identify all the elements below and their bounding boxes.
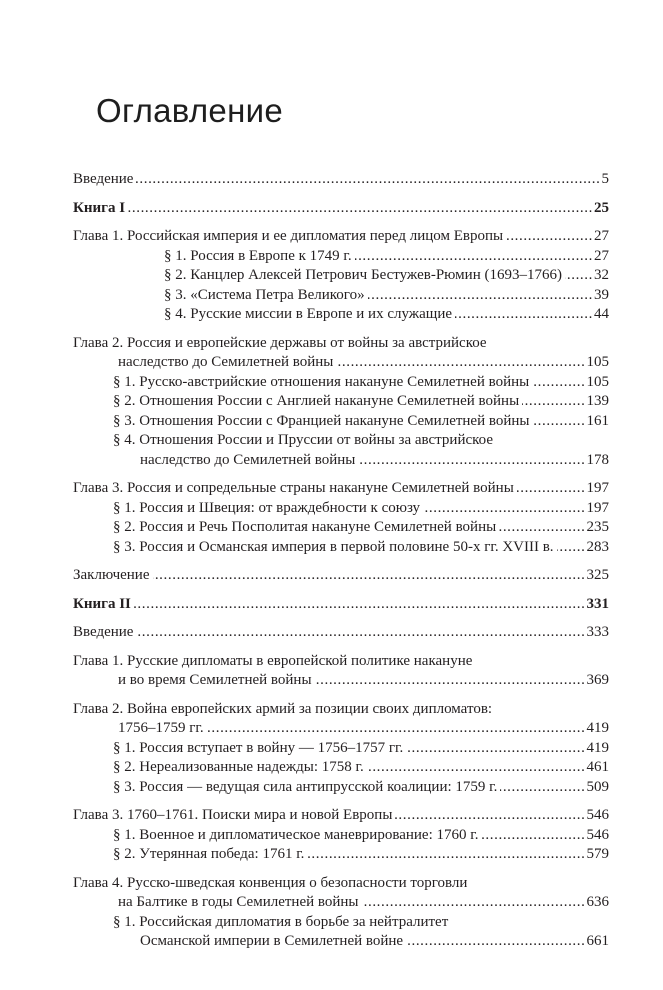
- dot-leader: [128, 199, 593, 219]
- dot-leader: [307, 845, 585, 865]
- entry-title: Глава 3. Россия и сопредельные страны накануне Семилетней войны: [73, 480, 514, 496]
- page-number: 546: [586, 826, 609, 843]
- page-number: 283: [586, 538, 609, 555]
- page-number: 178: [586, 451, 609, 468]
- toc-group: [73, 595, 609, 615]
- toc-entry-sec[interactable]: [73, 431, 609, 470]
- dot-leader: [362, 893, 586, 913]
- toc-group: [73, 334, 609, 471]
- entry-title: § 2. Отношения России с Англией накануне Семилетней войны: [113, 393, 520, 409]
- entry-title: и во время Семилетней войны: [118, 672, 312, 688]
- entry-title: Заключение: [73, 567, 150, 583]
- toc-entry-sec[interactable]: [73, 778, 609, 798]
- dot-leader: [207, 719, 586, 739]
- page-number: 161: [586, 412, 609, 429]
- toc-entry-sec[interactable]: [73, 758, 609, 778]
- dot-leader: [455, 305, 593, 325]
- toc-entry-sec[interactable]: [73, 845, 609, 865]
- toc-entry-chapter[interactable]: [73, 806, 609, 826]
- dot-leader: [336, 353, 585, 373]
- toc-entry-sec[interactable]: [73, 739, 609, 759]
- toc-group: [73, 806, 609, 865]
- page-number: 27: [594, 247, 609, 264]
- entry-title: 1756–1759 гг.: [118, 720, 204, 736]
- page-number: 139: [586, 393, 609, 409]
- dot-leader: [136, 170, 600, 190]
- dot-leader: [395, 806, 585, 826]
- toc-entry-sec1[interactable]: [73, 247, 609, 267]
- page-number: 661: [586, 933, 609, 949]
- toc-entry-sec[interactable]: [73, 538, 609, 558]
- toc-entry-chapter[interactable]: [73, 227, 609, 247]
- page-number: 27: [594, 228, 609, 244]
- dot-leader: [506, 227, 593, 247]
- entry-title: § 4. Русские миссии в Европе и их служащие: [164, 306, 453, 322]
- page-number: 39: [594, 286, 609, 303]
- dot-leader: [355, 247, 593, 267]
- page-number: 636: [586, 894, 609, 910]
- entry-title: Глава 2. Война европейских армий за позиции своих дипломатов:: [73, 700, 493, 717]
- toc-group: [73, 652, 609, 691]
- entry-title: § 2. Канцлер Алексей Петрович Бестужев-Рюмин (1693–1766): [164, 267, 562, 283]
- entry-title: § 1. Русско-австрийские отношения накануне Семилетней войны: [113, 373, 530, 390]
- entry-title: § 2. Россия и Речь Посполитая накануне Семилетней войны: [113, 519, 497, 535]
- page-number: 235: [586, 519, 609, 535]
- toc-entry-sec1[interactable]: [73, 286, 609, 306]
- page-number: 331: [586, 595, 609, 612]
- toc-entry-sec1[interactable]: [73, 266, 609, 286]
- page-number: 419: [586, 720, 609, 736]
- dot-leader: [557, 538, 586, 558]
- toc-entry-chapter[interactable]: [73, 652, 609, 691]
- entry-title: § 2. Утерянная победа: 1761 г.: [113, 846, 305, 862]
- dot-leader: [517, 479, 586, 499]
- page-number: 419: [586, 739, 609, 756]
- toc-entry-top[interactable]: [73, 170, 609, 190]
- entry-title: Глава 3. 1760–1761. Поиски мира и новой Европы: [73, 807, 393, 823]
- entry-title: Глава 2. Россия и европейские державы от войны за австрийское: [73, 334, 487, 351]
- dot-leader: [500, 778, 585, 798]
- dot-leader: [406, 739, 585, 759]
- entry-title: Книга I: [73, 199, 126, 216]
- entry-title: § 1. Россия в Европе к 1749 г.: [164, 247, 352, 264]
- page-number: 461: [586, 759, 609, 775]
- page-number: 105: [586, 373, 609, 390]
- page-number: 197: [586, 499, 609, 516]
- entry-title: наследство до Семилетней войны: [118, 354, 334, 370]
- entry-title: Глава 4. Русско-шведская конвенция о безопасности торговли: [73, 874, 468, 891]
- toc-entry-sec[interactable]: [73, 373, 609, 393]
- dot-leader: [406, 932, 585, 952]
- page-number: 44: [594, 306, 609, 322]
- dot-leader: [134, 595, 586, 615]
- entry-title: § 4. Отношения России и Пруссии от войны за австрийское: [113, 432, 494, 448]
- dot-leader: [565, 266, 593, 286]
- page-number: 105: [586, 354, 609, 370]
- toc-entry-book[interactable]: [73, 199, 609, 219]
- page-number: 325: [586, 567, 609, 583]
- toc-entry-sec[interactable]: [73, 913, 609, 952]
- toc-entry-chapter[interactable]: [73, 700, 609, 739]
- toc-group: [73, 700, 609, 798]
- entry-title: Глава 1. Русские дипломаты в европейской политике накануне: [73, 652, 473, 669]
- toc-entry-sec[interactable]: [73, 518, 609, 538]
- toc-entry-book[interactable]: [73, 595, 609, 615]
- toc-group: [73, 479, 609, 557]
- page-number: 579: [586, 846, 609, 862]
- table-of-contents: [73, 170, 609, 961]
- dot-leader: [368, 286, 593, 306]
- entry-title: на Балтике в годы Семилетней войны: [118, 894, 359, 910]
- entry-title: Введение: [73, 624, 134, 640]
- toc-entry-top[interactable]: [73, 566, 609, 586]
- toc-entry-sec1[interactable]: [73, 305, 609, 325]
- entry-title: Книга II: [73, 595, 131, 612]
- toc-group: [73, 623, 609, 643]
- dot-leader: [153, 566, 586, 586]
- entry-title: наследство до Семилетней войны: [140, 451, 356, 468]
- toc-entry-chapter[interactable]: [73, 479, 609, 499]
- toc-entry-sec[interactable]: [73, 412, 609, 432]
- page-number: 25: [594, 199, 609, 216]
- entry-title: Введение: [73, 171, 134, 187]
- page-number: 197: [586, 480, 609, 496]
- toc-entry-chapter[interactable]: [73, 334, 609, 373]
- entry-title: Глава 1. Российская империя и ее дипломатия перед лицом Европы: [73, 228, 504, 244]
- page-number: 546: [586, 807, 609, 823]
- toc-entry-sec[interactable]: [73, 499, 609, 519]
- toc-entry-top[interactable]: [73, 623, 609, 643]
- page-number: 509: [586, 778, 609, 795]
- dot-leader: [522, 392, 585, 412]
- toc-entry-chapter[interactable]: [73, 874, 609, 913]
- page-number: 369: [586, 672, 609, 688]
- entry-title: § 3. Россия — ведущая сила антипрусской коалиции: 1759 г.: [113, 778, 498, 795]
- toc-group: [73, 199, 609, 219]
- dot-leader: [358, 451, 585, 471]
- dot-leader: [367, 758, 586, 778]
- page-number: 32: [594, 267, 609, 283]
- dot-leader: [499, 518, 585, 538]
- dot-leader: [481, 826, 585, 846]
- dot-leader: [532, 412, 585, 432]
- toc-group: [73, 170, 609, 190]
- page-title: Оглавление: [96, 92, 283, 129]
- entry-title: § 2. Нереализованные надежды: 1758 г.: [113, 759, 364, 775]
- entry-title: § 1. Военное и дипломатическое маневрирование: 1760 г.: [113, 826, 479, 843]
- page-number: 5: [601, 171, 609, 187]
- dot-leader: [423, 499, 585, 519]
- page-number: 333: [586, 624, 609, 640]
- toc-entry-sec[interactable]: [73, 392, 609, 412]
- entry-title: § 3. «Система Петра Великого»: [164, 286, 365, 303]
- entry-title: § 3. Россия и Османская империя в первой половине 50-х гг. XVIII в.: [113, 538, 554, 555]
- toc-group: [73, 566, 609, 586]
- dot-leader: [136, 623, 585, 643]
- toc-entry-sec[interactable]: [73, 826, 609, 846]
- dot-leader: [315, 671, 586, 691]
- entry-title: § 3. Отношения России с Францией накануне Семилетней войны: [113, 412, 530, 429]
- entry-title: § 1. Российская дипломатия в борьбе за нейтралитет: [113, 913, 449, 930]
- entry-title: Османской империи в Семилетней войне: [140, 933, 404, 949]
- toc-group: [73, 227, 609, 325]
- toc-group: [73, 874, 609, 952]
- entry-title: § 1. Россия и Швеция: от враждебности к союзу: [113, 499, 421, 516]
- dot-leader: [532, 373, 585, 393]
- entry-title: § 1. Россия вступает в войну — 1756–1757 гг.: [113, 739, 404, 756]
